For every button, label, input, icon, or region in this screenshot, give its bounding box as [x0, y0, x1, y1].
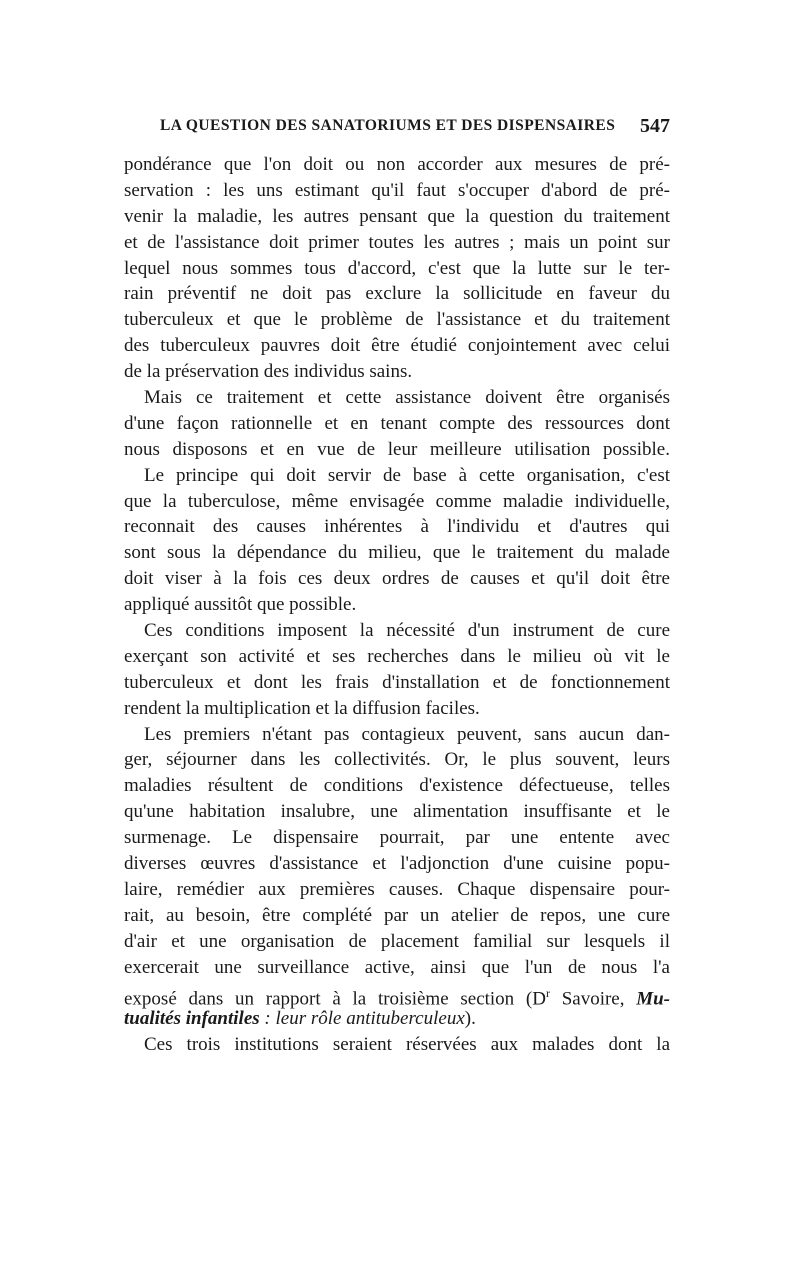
- text-line: des tuberculeux pauvres doit être étudié conjointement avec celui: [124, 335, 670, 357]
- text-line: rait, au besoin, être complété par un atelier de repos, une cure: [124, 904, 670, 926]
- text-line: qu'une habitation insalubre, une alimentation insuffisante et le: [124, 801, 670, 823]
- text-line: tuberculeux et dont les frais d'installation et de fonctionnement: [124, 671, 670, 693]
- text-segment: Savoire,: [549, 987, 637, 1009]
- text-line: Ces trois institutions seraient réservées aux malades dont la: [144, 1034, 670, 1056]
- text-line: que la tuberculose, même envisagée comme maladie individuelle,: [124, 490, 670, 512]
- text-line: ger, séjourner dans les collectivités. Or, le plus souvent, leurs: [124, 749, 670, 771]
- superscript: r: [545, 985, 550, 1000]
- text-line-mixed: [124, 981, 670, 1007]
- text-line: rain préventif ne doit pas exclure la sollicitude en faveur du: [124, 283, 670, 305]
- text-line: pondérance que l'on doit ou non accorder aux mesures de pré-: [124, 154, 670, 175]
- text-line: exercerait une surveillance active, ainsi que l'un de nous l'a: [124, 956, 670, 978]
- text-line: venir la maladie, les autres pensant que la question du traitement: [124, 205, 670, 227]
- text-line: rendent la multiplication et la diffusion faciles.: [124, 697, 480, 719]
- running-head: [160, 117, 670, 139]
- text-line: Ces conditions imposent la nécessité d'un instrument de cure: [144, 620, 670, 642]
- text-line: appliqué aussitôt que possible.: [124, 594, 357, 616]
- text-line: Mais ce traitement et cette assistance doivent être organisés: [144, 387, 670, 409]
- running-title: LA QUESTION DES SANATORIUMS ET DES DISPENSAIRES: [160, 117, 616, 134]
- text-segment: ).: [464, 1008, 476, 1030]
- text-line: nous disposons et en vue de leur meilleure utilisation possible.: [124, 438, 670, 460]
- text-line-mixed: [124, 1006, 670, 1032]
- text-line: lequel nous sommes tous d'accord, c'est que la lutte sur le ter-: [124, 257, 670, 279]
- text-line: doit viser à la fois ces deux ordres de causes et qu'il doit être: [124, 568, 670, 590]
- text-line: servation : les uns estimant qu'il faut s'occuper d'abord de pré-: [124, 179, 670, 201]
- text-line: diverses œuvres d'assistance et l'adjonction d'une cuisine popu-: [124, 853, 670, 875]
- text-line: Les premiers n'étant pas contagieux peuvent, sans aucun dan-: [144, 723, 670, 745]
- text-segment: exposé dans un rapport à la troisième section (D: [124, 987, 546, 1009]
- text-line: sont sous la dépendance du milieu, que le traitement du malade: [124, 542, 670, 564]
- text-line: de la préservation des individus sains.: [124, 361, 413, 383]
- italic-bold-segment: tualités infantiles: [124, 1008, 260, 1030]
- page-number: 547: [640, 115, 670, 137]
- text-line: tuberculeux et que le problème de l'assistance et du traitement: [124, 309, 670, 331]
- text-line: exerçant son activité et ses recherches dans le milieu où vit le: [124, 645, 670, 667]
- body-text: [124, 152, 670, 1058]
- text-line: surmenage. Le dispensaire pourrait, par une entente avec: [124, 827, 670, 849]
- italic-bold-segment: Mu-: [636, 987, 671, 1009]
- italic-segment: : leur rôle antituberculeux: [259, 1008, 465, 1030]
- text-line: d'une façon rationnelle et en tenant compte des ressources dont: [124, 412, 670, 434]
- text-line: maladies résultent de conditions d'existence défectueuse, telles: [124, 775, 670, 797]
- text-line: reconnait des causes inhérentes à l'individu et d'autres qui: [124, 516, 670, 538]
- text-line: Le principe qui doit servir de base à cette organisation, c'est: [144, 464, 670, 486]
- text-line: et de l'assistance doit primer toutes les autres ; mais un point sur: [124, 231, 670, 253]
- text-line: laire, remédier aux premières causes. Chaque dispensaire pour-: [124, 878, 670, 900]
- text-line: d'air et une organisation de placement familial sur lesquels il: [124, 930, 670, 952]
